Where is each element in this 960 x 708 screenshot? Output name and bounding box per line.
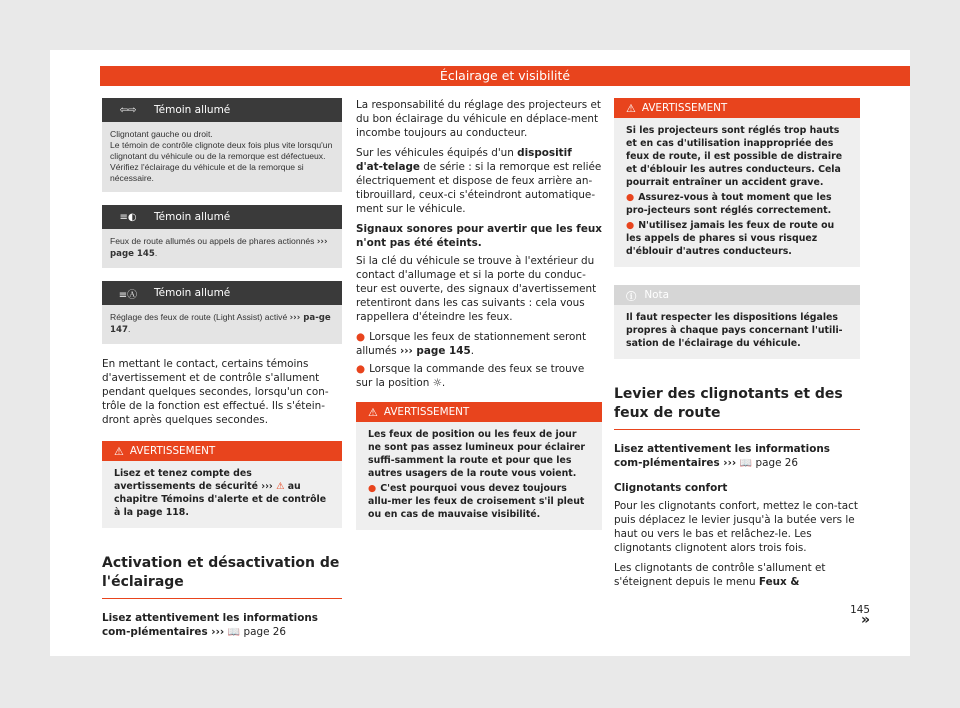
- column-middle: [356, 98, 602, 530]
- warning-bullet-text: Assurez-vous à tout moment que les pro-jecteurs sont réglés correctement.: [626, 192, 832, 216]
- book-icon: 📖: [227, 627, 241, 638]
- text: .: [441, 377, 446, 389]
- warning-paragraph: Les feux de position ou les feux de jour ne sont pas assez lumineux pour éclairer suffi-samment la route et pour que les autres usagers de la route vous voient.: [368, 429, 586, 479]
- warning-bullet-text: C'est pourquoi vous devez toujours allu-mer les feux de croisement s'il pleut ou en cas de mauvaise visibilité.: [368, 483, 585, 520]
- reference-arrows[interactable]: ›››: [723, 457, 737, 469]
- bullet-dot-icon: ●: [368, 483, 377, 494]
- column-right: [614, 98, 860, 589]
- indicator-header-turn-signal: [102, 98, 342, 122]
- high-beam-icon: ≡◐: [119, 211, 137, 223]
- text-end: .: [154, 248, 158, 258]
- page-reference-link[interactable]: page 26: [240, 626, 286, 638]
- subheading: Clignotants confort: [614, 482, 728, 494]
- indicator-title: Témoin allumé: [154, 104, 231, 116]
- warning-triangle-icon: ⚠: [368, 405, 378, 419]
- turn-signal-arrows-icon: ⇦⇨: [119, 104, 137, 116]
- warning-title: AVERTISSEMENT: [383, 406, 470, 418]
- warning-text: [102, 461, 342, 528]
- body-paragraph: Si la clé du véhicule se trouve à l'extérieur du contact d'allumage et si la porte du conduc-teur est ouverte, des signaux d'avertissement retentiront dans les cas suivants : cela vous rappellera d'éteindre les feux.: [356, 255, 597, 323]
- warning-header: [102, 441, 342, 461]
- menu-name: Feux &: [758, 576, 800, 588]
- bullet-dot-icon: ●: [356, 331, 366, 343]
- warning-bullet: [626, 191, 848, 217]
- bold-term: dispositif d'at-telage: [356, 147, 572, 173]
- note-text: Il faut respecter les dispositions légales propres à chaque pays concernant l'utili-sation de l'éclairage du véhicule.: [626, 312, 843, 349]
- note-box: [614, 285, 860, 359]
- subheading: Signaux sonores pour avertir que les feux n'ont pas été éteints.: [356, 223, 602, 249]
- manual-page: [50, 50, 910, 656]
- indicator-title: Témoin allumé: [154, 287, 231, 299]
- book-icon: 📖: [739, 458, 753, 469]
- body-paragraph: La responsabilité du réglage des projecteurs et du bon éclairage du véhicule en déplace-ment incombe toujours au conducteur.: [356, 99, 601, 139]
- bullet-item: [356, 362, 602, 390]
- page-reference-link[interactable]: ››› pa-ge 147: [110, 313, 331, 335]
- section-title: Levier des clignotants et des feux de route: [614, 381, 860, 430]
- warning-paragraph: Si les projecteurs sont réglés trop hauts et en cas d'utilisation inappropriée des feux de route, il est possible de distraire et d'éblouir les autres conducteurs. Cela pourrait entraîner un accident grave.: [626, 125, 843, 188]
- note-title: Nota: [644, 289, 669, 301]
- indicator-text: Réglage des feux de route (Light Assist) activé: [110, 312, 290, 322]
- text: Lorsque les feux de stationnement seront allumés: [356, 331, 587, 357]
- indicator-title: Témoin allumé: [154, 211, 231, 223]
- column-left: [102, 98, 342, 640]
- text: de série : si la remorque est reliée électriquement et dispose de feux arrière an-tibrouillard, ceux-ci s'éteindront automatique-ment sur le véhicule.: [356, 161, 602, 215]
- light-assist-icon: ≡Ⓐ: [118, 289, 138, 301]
- text-end: .: [127, 324, 131, 334]
- intro-paragraph: [614, 442, 860, 471]
- warning-header: [356, 402, 602, 422]
- intro-paragraph: [102, 611, 342, 640]
- indicator-header-light-assist: [102, 281, 342, 305]
- warning-title: AVERTISSEMENT: [129, 445, 216, 457]
- reference-arrows[interactable]: ›››: [211, 626, 225, 638]
- page-reference-link[interactable]: ››› page 145: [110, 237, 328, 259]
- section-title: Activation et désactivation de l'éclairage: [102, 550, 342, 599]
- text: .: [470, 345, 474, 357]
- warning-box: [356, 402, 602, 530]
- warning-title: AVERTISSEMENT: [641, 102, 728, 114]
- warning-header: [614, 98, 860, 118]
- bullet-dot-icon: ●: [626, 192, 635, 203]
- bullet-item: [356, 330, 602, 358]
- body-paragraph: [614, 561, 860, 589]
- warning-box: [102, 441, 342, 528]
- warning-triangle-icon: ⚠: [626, 101, 636, 115]
- warning-triangle-icon: ⚠: [114, 444, 124, 458]
- indicator-header-high-beam: [102, 205, 342, 229]
- text: Les clignotants de contrôle s'allument et s'éteignent depuis le menu: [614, 562, 826, 588]
- warning-text: [356, 422, 602, 530]
- text: Sur les véhicules équipés d'un: [356, 147, 518, 159]
- warning-bullet: [368, 482, 590, 521]
- continue-indicator: »: [860, 612, 870, 628]
- bullet-dot-icon: ●: [356, 363, 366, 375]
- bullet-dot-icon: ●: [626, 220, 635, 231]
- reference-arrows[interactable]: ›››: [261, 481, 273, 492]
- page-reference-link[interactable]: ››› page 145: [399, 345, 471, 357]
- indicator-text: Feux de route allumés ou appels de phares actionnés: [110, 236, 315, 246]
- intro-text: Lisez attentivement les informations com-plémentaires: [102, 612, 318, 638]
- warning-text-b: au chapitre Témoins d'alerte et de contrôle à la page 118.: [114, 481, 327, 518]
- warning-bullet-text: N'utilisez jamais les feux de route ou les appels de phares si vous risquez d'éblouir d'autres conducteurs.: [626, 220, 835, 257]
- page-number: 145: [850, 604, 870, 616]
- chapter-header: Éclairage et visibilité: [100, 66, 910, 86]
- warning-bullet: [626, 219, 848, 258]
- warning-text: [614, 118, 860, 267]
- info-icon: ⓘ: [626, 290, 637, 303]
- body-paragraph: Pour les clignotants confort, mettez le con-tact puis déplacez le levier jusqu'à la butée vers le haut ou vers le bas et relâchez-le. Les clignotants clignotent alors trois fois.: [614, 500, 858, 554]
- warning-box: [614, 98, 860, 267]
- page-reference-link[interactable]: page 26: [752, 457, 798, 469]
- body-paragraph: En mettant le contact, certains témoins d'avertissement et de contrôle s'allument pendant quelques secondes, lorsqu'un con-trôle de la fonction est effectué. Ils s'étein-dront après quelques secondes.: [102, 358, 329, 426]
- note-header: [614, 285, 860, 305]
- text: Lorsque la commande des feux se trouve sur la position: [356, 363, 585, 389]
- warning-text-a: Lisez et tenez compte des avertissements de sécurité: [114, 468, 262, 492]
- parking-light-symbol-icon: ☼: [432, 377, 442, 389]
- indicator-description: Clignotant gauche ou droit. Le témoin de contrôle clignote deux fois plus vite lorsqu'un clignotant du véhicule ou de la remorque est défectueux. Vérifiez l'éclairage du véhicule et de la remorque si nécessaire.: [102, 122, 342, 192]
- intro-text: Lisez attentivement les informations com-plémentaires: [614, 443, 830, 469]
- indicator-description: [102, 229, 342, 268]
- indicator-description: [102, 305, 342, 344]
- warning-triangle-icon: ⚠: [276, 481, 285, 492]
- body-paragraph: [356, 146, 602, 216]
